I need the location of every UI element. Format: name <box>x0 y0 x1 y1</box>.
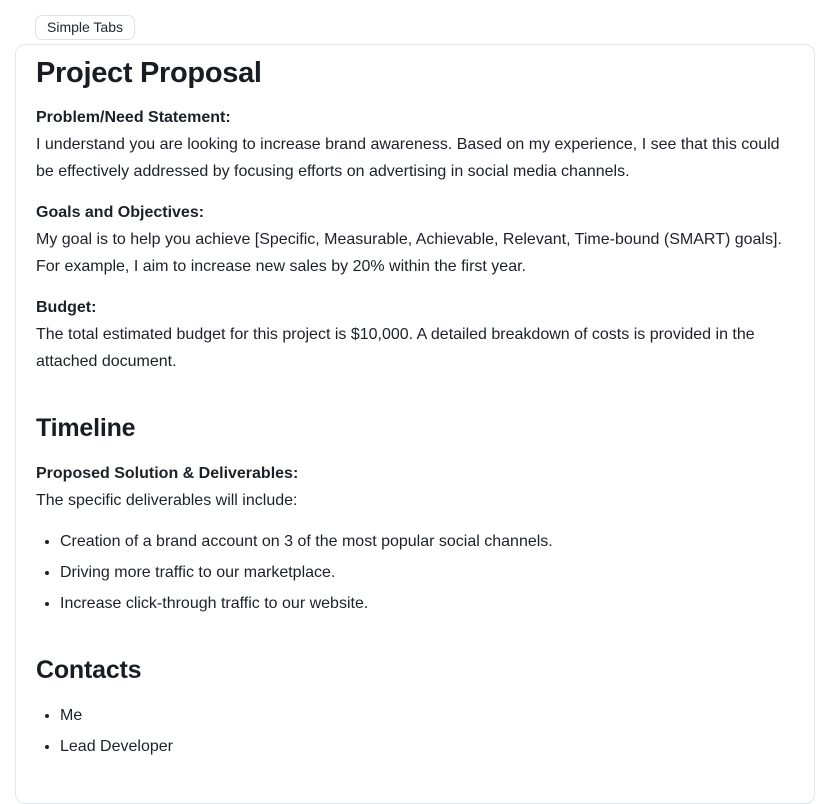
section-problem-statement <box>36 104 794 185</box>
contacts-list <box>36 702 794 760</box>
section-label: Goals and Objectives: <box>36 204 205 221</box>
list-item: • Lead Developer <box>60 733 794 760</box>
section-label: Proposed Solution & Deliverables: <box>36 465 299 482</box>
section-text: I understand you are looking to increase brand awareness. Based on my experience, I see that this could be effectively addressed by focusing efforts on advertising in social media channels. <box>36 136 780 180</box>
list-item: • Creation of a brand account on 3 of the most popular social channels. <box>60 528 794 555</box>
section-goals-objectives <box>36 199 794 280</box>
list-item: • Driving more traffic to our marketplace. <box>60 559 794 586</box>
section-text: The specific deliverables will include: <box>36 492 298 509</box>
section-label: Budget: <box>36 299 97 316</box>
timeline-heading: Timeline <box>36 414 136 442</box>
page-title: Project Proposal <box>36 57 262 89</box>
list-item: • Increase click-through traffic to our website. <box>60 590 794 617</box>
section-deliverables <box>36 460 794 514</box>
contacts-heading: Contacts <box>36 656 142 684</box>
deliverables-list <box>36 528 794 617</box>
tab-simple-tabs[interactable]: Simple Tabs <box>35 15 135 40</box>
tab-bar <box>35 15 135 40</box>
document-editor[interactable] <box>15 44 815 804</box>
list-item: • Me <box>60 702 794 729</box>
section-label: Problem/Need Statement: <box>36 109 231 126</box>
section-text: My goal is to help you achieve [Specific, Measurable, Achievable, Relevant, Time-bound (SMART) goals]. For example, I aim to increase new sales by 20% within the first year. <box>36 231 782 275</box>
section-budget <box>36 294 794 375</box>
section-text: The total estimated budget for this project is $10,000. A detailed breakdown of costs is provided in the attached document. <box>36 326 755 370</box>
